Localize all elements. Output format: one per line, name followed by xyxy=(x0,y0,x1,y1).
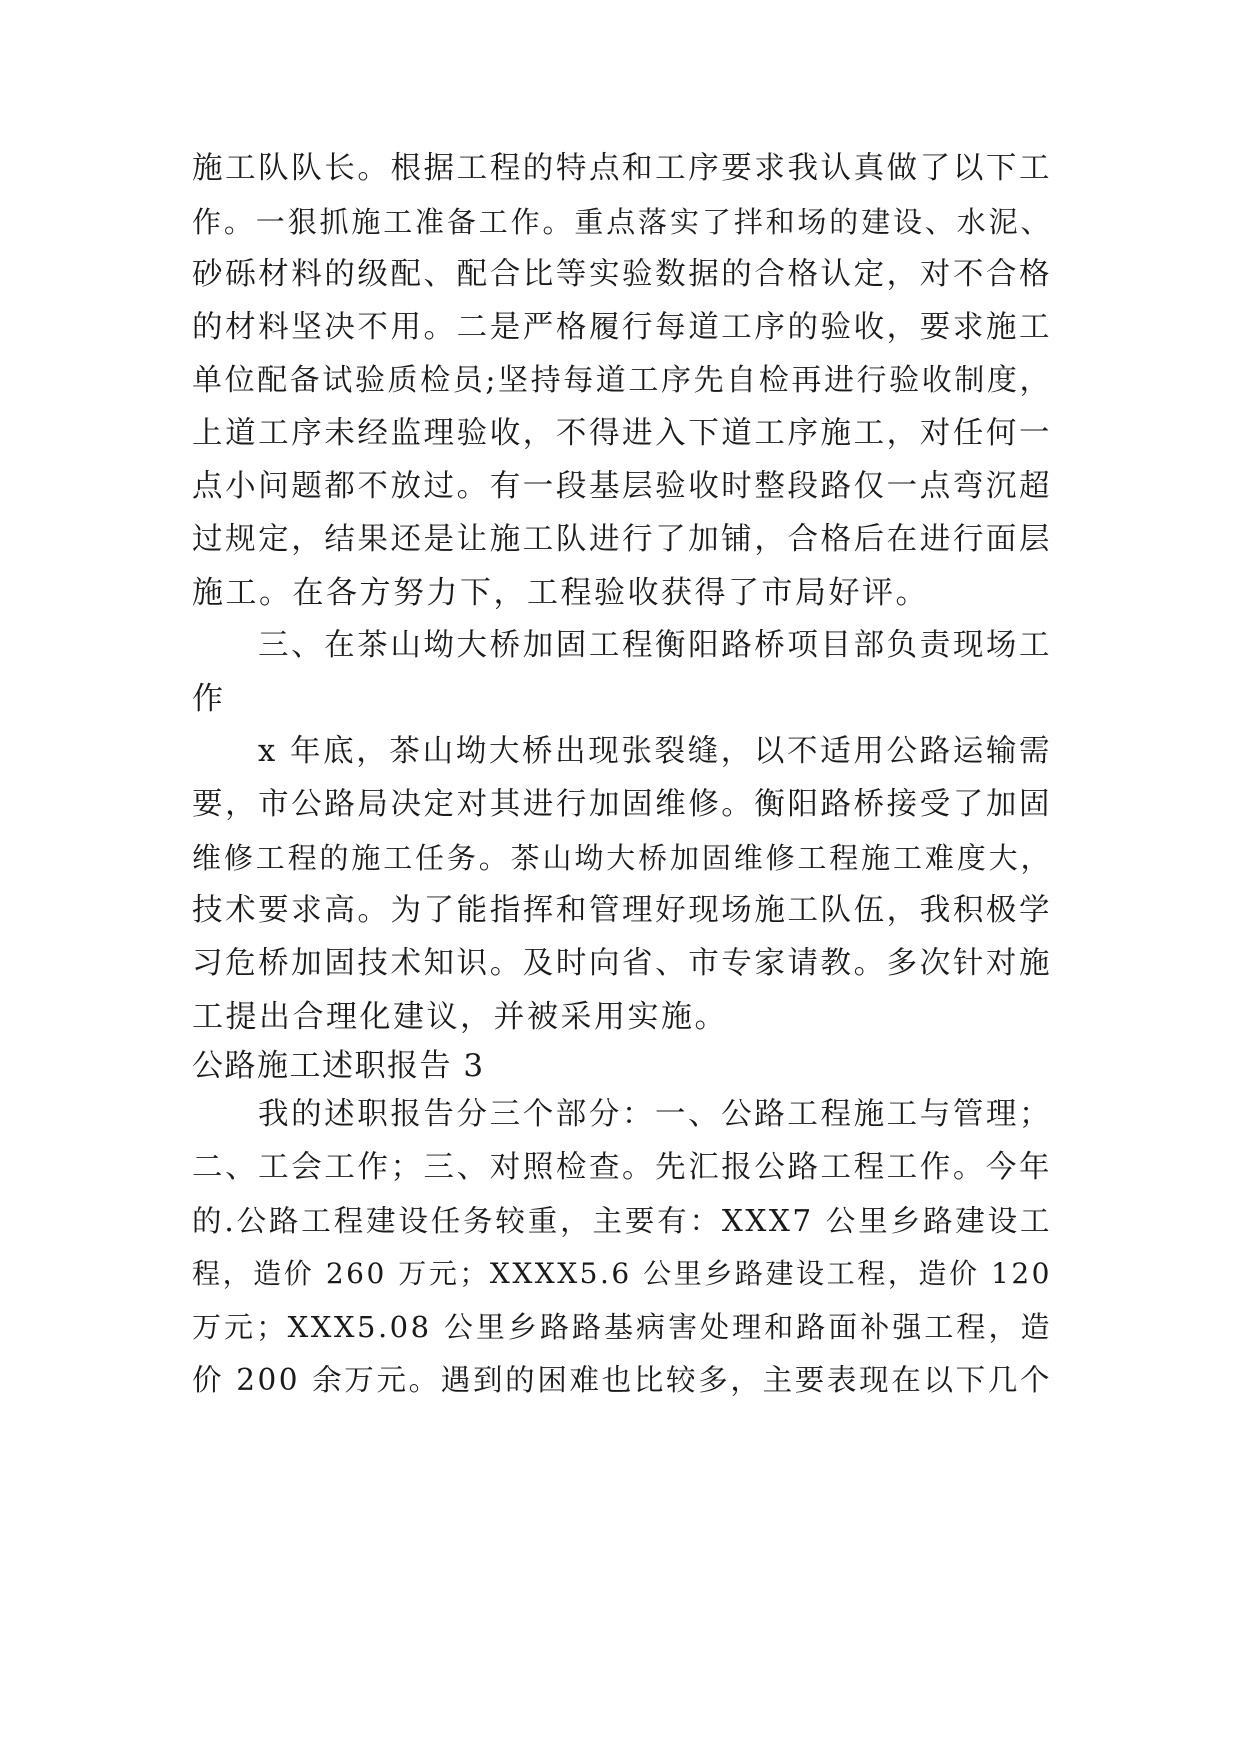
paragraph-line: 上道工序未经监理验收，不得进入下道工序施工，对任何一 xyxy=(192,416,1052,451)
paragraph-line: 技术要求高。为了能指挥和管理好现场施工队伍，我积极学 xyxy=(192,893,1052,928)
paragraph-line: 程，造价 260 万元；XXXX5.6 公里乡路建设工程，造价 120 xyxy=(192,1257,1052,1290)
paragraph-line: 万元；XXX5.08 公里乡路路基病害处理和路面补强工程，造 xyxy=(192,1310,1052,1344)
paragraph-line: 作。一狠抓施工准备工作。重点落实了拌和场的建设、水泥、 xyxy=(192,205,1052,239)
paragraph-line: 工提出合理化建议，并被采用实施。 xyxy=(192,999,728,1035)
paragraph-line: 砂砾材料的级配、配合比等实验数据的合格认定，对不合格 xyxy=(192,257,1052,292)
paragraph-line: 的材料坚决不用。二是严格履行每道工序的验收，要求施工 xyxy=(192,310,1052,345)
paragraph-line: 施工队队长。根据工程的特点和工序要求我认真做了以下工 xyxy=(192,151,1052,186)
section-heading-continued: 作 xyxy=(192,681,226,717)
paragraph-line: 二、工会工作；三、对照检查。先汇报公路工程工作。今年 xyxy=(192,1150,1052,1185)
paragraph-line: 点小问题都不放过。有一段基层验收时整段路仅一点弯沉超 xyxy=(192,469,1052,504)
paragraph-line: 的.公路工程建设任务较重，主要有：XXX7 公里乡路建设工 xyxy=(192,1204,1052,1238)
paragraph-line: 价 200 余万元。遇到的困难也比较多，主要表现在以下几个 xyxy=(192,1363,1052,1397)
paragraph-line: 我的述职报告分三个部分：一、公路工程施工与管理； xyxy=(258,1097,1052,1132)
paragraph-line: x 年底，茶山坳大桥出现张裂缝，以不适用公路运输需 xyxy=(258,734,1052,769)
report-title: 公路施工述职报告 3 xyxy=(192,1048,485,1084)
paragraph-line: 单位配备试验质检员;坚持每道工序先自检再进行验收制度， xyxy=(192,363,1052,398)
paragraph-line: 施工。在各方努力下，工程验收获得了市局好评。 xyxy=(192,575,929,611)
paragraph-line: 要，市公路局决定对其进行加固维修。衡阳路桥接受了加固 xyxy=(192,787,1052,822)
paragraph-line: 习危桥加固技术知识。及时向省、市专家请教。多次针对施 xyxy=(192,946,1052,981)
section-heading: 三、在茶山坳大桥加固工程衡阳路桥项目部负责现场工 xyxy=(258,628,1052,663)
paragraph-line: 过规定，结果还是让施工队进行了加铺，合格后在进行面层 xyxy=(192,522,1052,557)
paragraph-line: 维修工程的施工任务。茶山坳大桥加固维修工程施工难度大， xyxy=(192,841,1052,875)
